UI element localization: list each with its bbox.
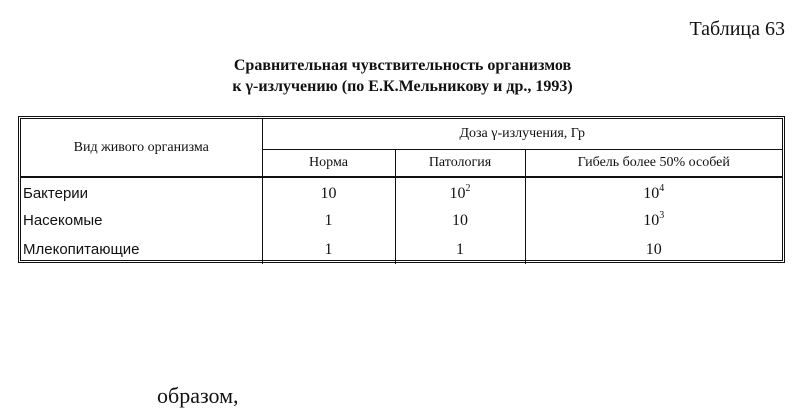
subheader-pathology: Патология [395,150,525,178]
subheader-death: Гибель более 50% особей [525,150,782,178]
species-name: Бактерии [21,177,262,206]
header-species: Вид живого организма [21,119,262,177]
dose-death: $10^3$ [643,209,665,229]
table-row [21,235,782,264]
dose-death: 10 [645,240,662,258]
dose-norm: 1 [262,235,395,264]
dose-norm: 1 [262,206,395,235]
dose-death: $10^4$ [643,182,665,202]
sensitivity-table [18,116,785,263]
header-dose: Доза γ-излучения, Гр [262,119,782,150]
dose-pathology: 10 [395,206,525,235]
subheader-norm: Норма [262,150,395,178]
dose-pathology: 1 [395,235,525,264]
table-number: Таблица 63 [689,18,785,40]
dose-norm: 10 [262,177,395,206]
table-title-line-2: к γ-излучению (по Е.К.Мельникову и др., 1993) [232,78,573,95]
dose-pathology: $10^2$ [395,177,525,206]
species-name: Млекопитающие [21,235,262,264]
table-row [21,206,782,235]
species-name: Насекомые [21,206,262,235]
table-title-line-1: Сравнительная чувствительность организмов [233,57,572,74]
body-text-fragment: образом, [157,383,239,408]
table-row [21,177,782,206]
